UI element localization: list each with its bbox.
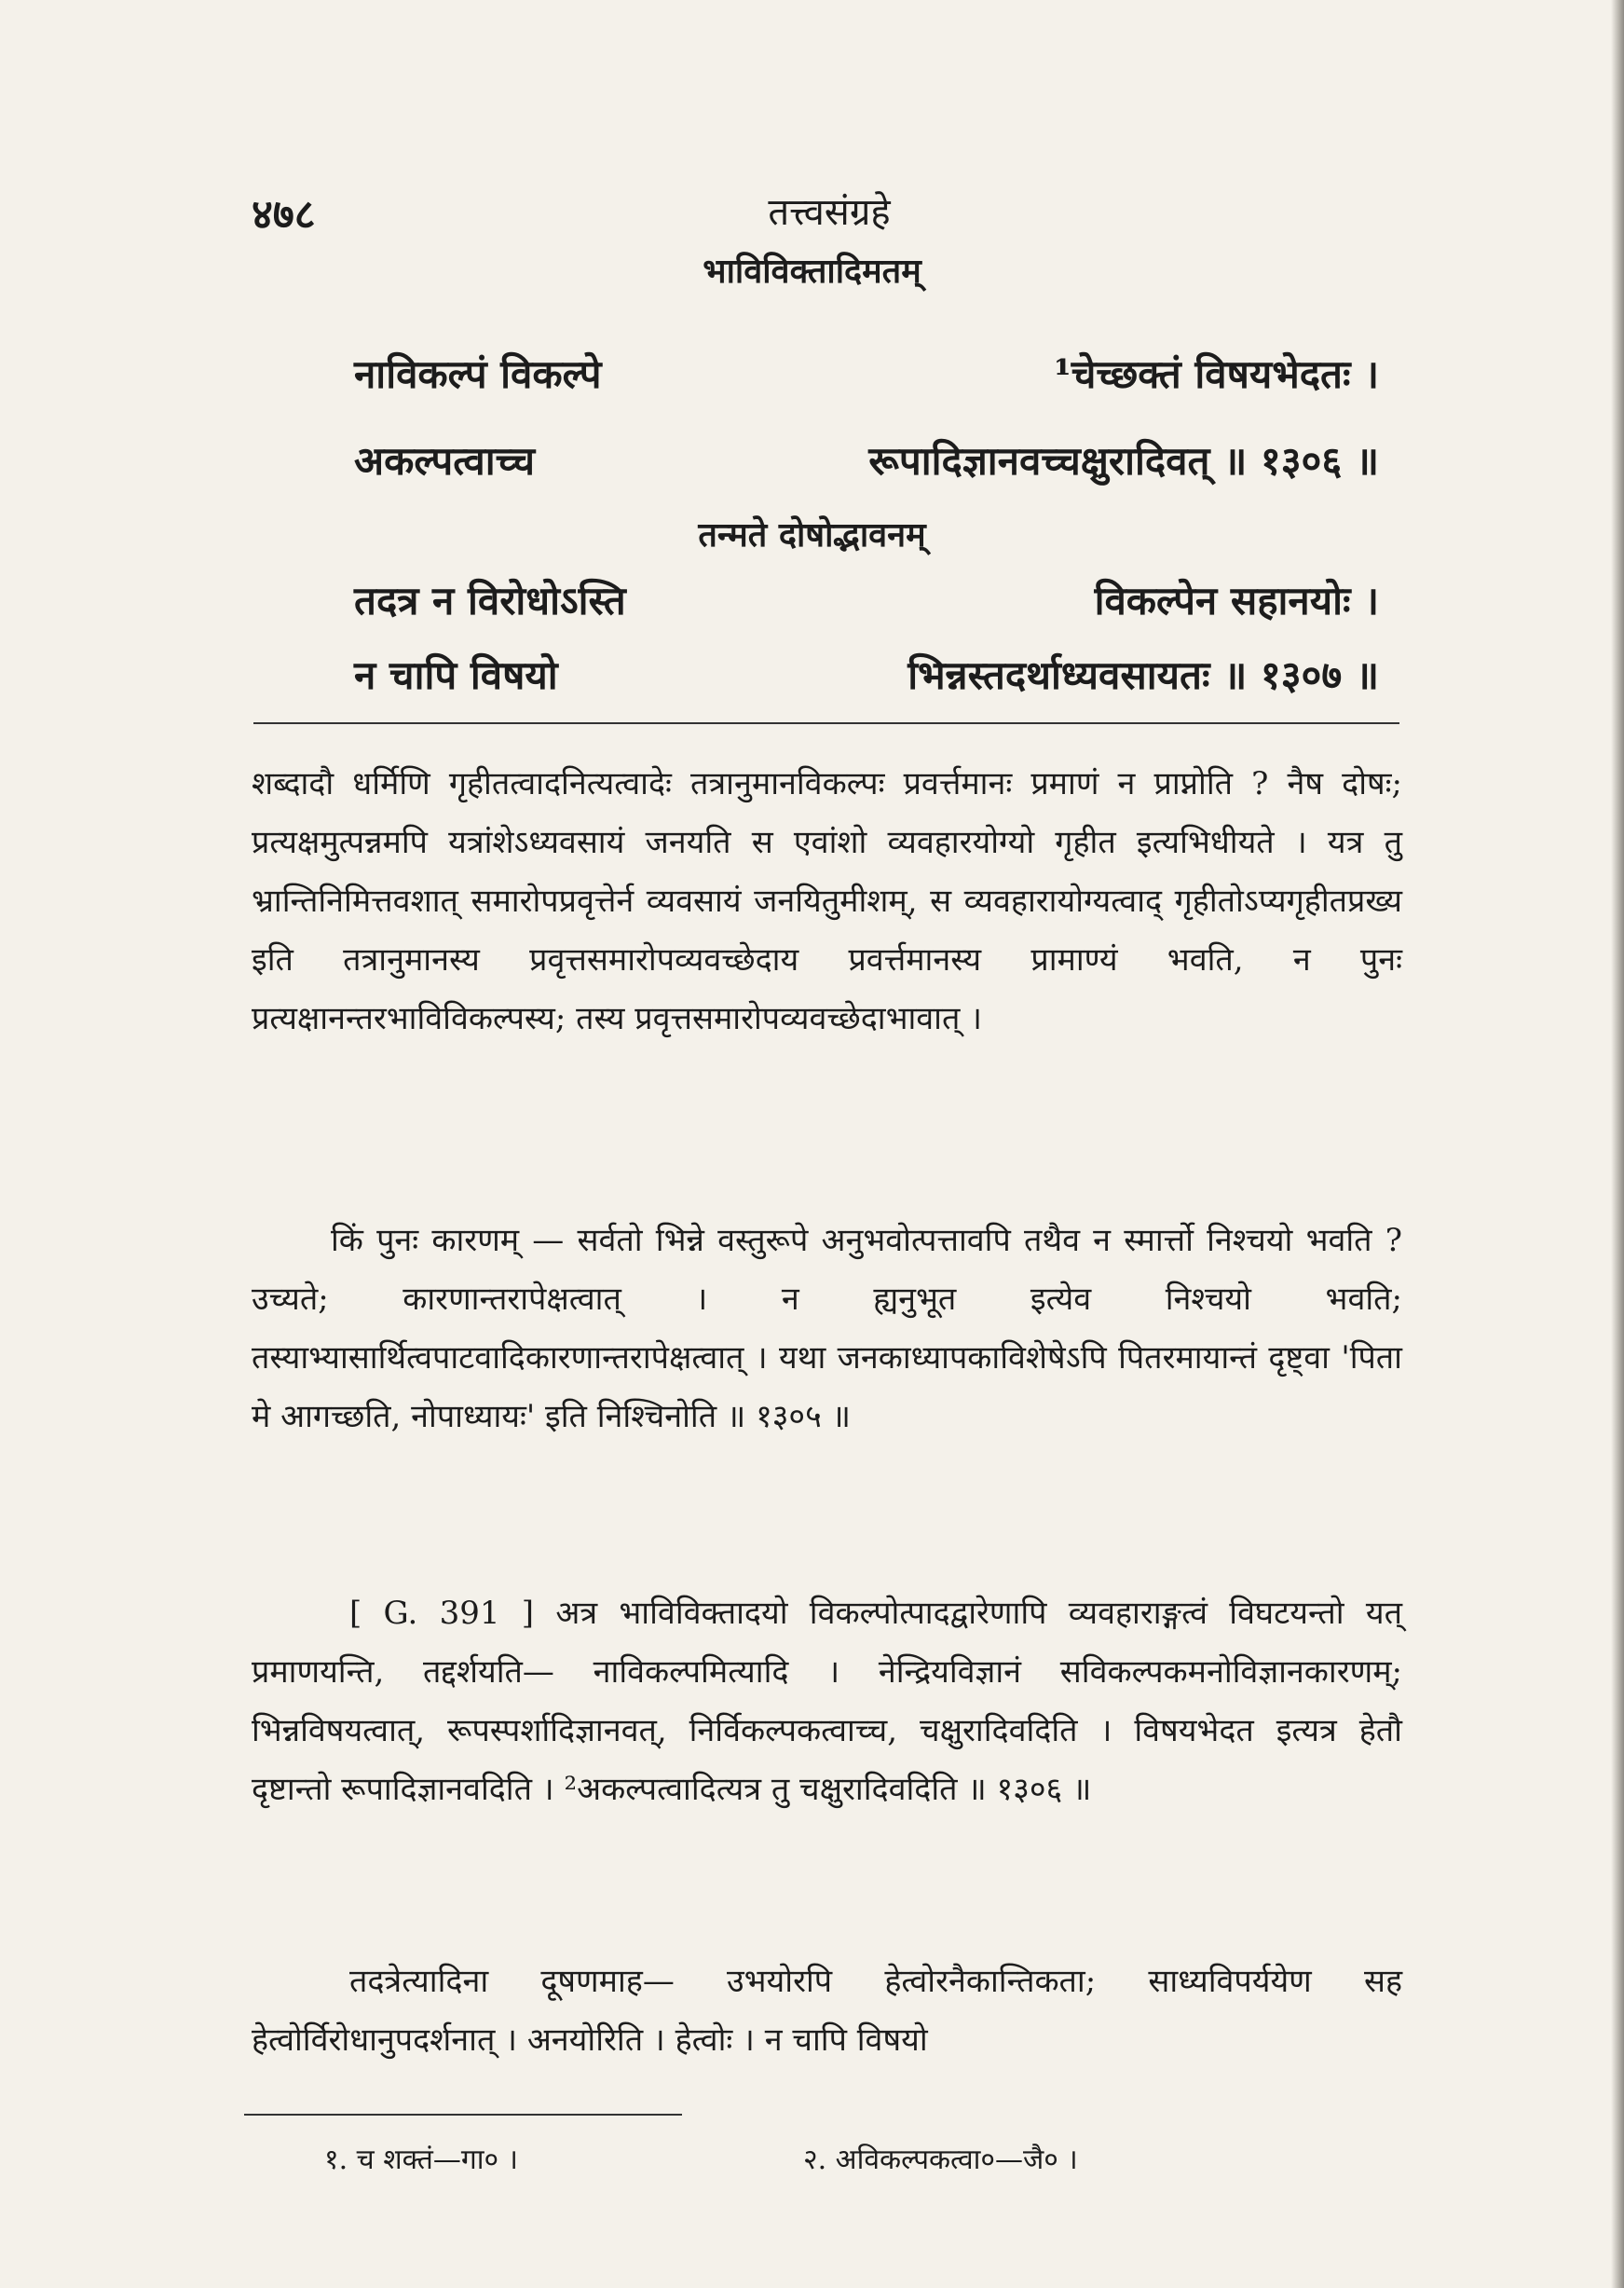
commentary-paragraph-4: तदत्रेत्यादिना दूषणमाह— उभयोरपि हेत्वोरनैकान्तिकता; साध्यविपर्ययेण सह हेत्वोर्विरोधानुपदर्शनात् । अनयोरिति । हेत्वोः । न चापि विषयो (252, 1963, 1402, 2059)
footnote-divider (244, 2114, 682, 2116)
page-number: ४७८ (252, 191, 316, 239)
footnote-1: १. च शक्तं—गा० । (324, 2144, 519, 2176)
verse-1306-line-1-part-b: ¹चेच्छक्तं विषयभेदतः । (1054, 351, 1379, 397)
verse-1307-line-2-part-a: न चापि विषयो (354, 652, 558, 698)
commentary-paragraph-1: शब्दादौ धर्मिणि गृहीतत्वादनित्यत्वादेः तत्रानुमानविकल्पः प्रवर्त्तमानः प्रमाणं न प्राप्नोति ? नैष दोषः; प्रत्यक्षमुत्पन्नमपि यत्रांशेऽध्यवसायं जनयति स एवांशो व्यवहारयोग्यो गृहीत इत्यभिधीयते । यत्र तु भ्रान्तिनिमित्तवशात् समारोपप्रवृत्तेर्न व्यवसायं जनयितुमीशम्, स व्यवहारायोग्यत्वाद् गृहीतोऽप्यगृहीतप्रख्य इति तत्रानुमानस्य प्रवृत्तसमारोपव्यवच्छेदाय प्रवर्त्तमानस्य प्रामाण्यं भवति, न पुनः प्रत्यक्षानन्तरभाविविकल्पस्य; तस्य प्रवृत्तसमारोपव्यवच्छेदाभावात् । (252, 765, 1402, 1037)
gaekwad-page-reference: [ G. 391 ] (349, 1595, 535, 1632)
verse-1306-line-2-part-a: अकल्पत्वाच्च (354, 438, 536, 484)
verse-1307-line-1 (354, 573, 1379, 629)
book-title: तत्त्वसंग्रहे (768, 191, 891, 234)
commentary-paragraph-2: किं पुनः कारणम् — सर्वतो भिन्ने वस्तुरूपे अनुभवोत्पत्तावपि तथैव न स्मार्त्तो निश्चयो भवति ? उच्यते; कारणान्तरापेक्षत्वात् । न ह्यनुभूत इत्येव निश्चयो भवति; तस्याभ्यासार्थित्वपाटवादिकारणान्तरापेक्षत्वात् । यथा जनकाध्यापकाविशेषेऽपि पितरमायान्तं दृष्ट्वा 'पिता मे आगच्छति, नोपाध्यायः' इति निश्चिनोति ॥ १३०५ ॥ (252, 1222, 1402, 1435)
commentary-paragraph-3-text: अत्र भाविविक्तादयो विकल्पोत्पादद्वारेणापि व्यवहाराङ्गत्वं विघटयन्तो यत् प्रमाणयन्ति, तद्दर्शयति— नाविकल्पमित्यादि । नेन्द्रियविज्ञानं सविकल्पकमनोविज्ञानकारणम्; भिन्नविषयत्वात्, रूपस्पर्शादिज्ञानवत्, निर्विकल्पकत्वाच्च, चक्षुरादिवदिति । विषयभेदत इत्यत्र हेतौ दृष्टान्तो रूपादिज्ञानवदिति । ²अकल्पत्वादित्यत्र तु चक्षुरादिवदिति ॥ १३०६ ॥ (252, 1595, 1402, 1808)
verse-1306-line-1-part-a: नाविकल्पं विकल्पे (354, 351, 602, 397)
page-edge-shadow (1611, 0, 1624, 2288)
verse-1306-line-2-part-b: रूपादिज्ञानवच्चक्षुरादिवत् ॥ १३०६ ॥ (868, 438, 1379, 484)
verse-divider (253, 722, 1399, 724)
verse-1306-line-1 (354, 347, 1379, 403)
verse-1306-line-2 (354, 433, 1379, 489)
verse-1307-line-2-part-b: भिन्नस्तदर्थाध्यवसायतः ॥ १३०७ ॥ (908, 652, 1379, 698)
footnote-2: २. अविकल्पकत्वा०—जै० । (803, 2144, 1078, 2176)
verse-1307-line-1-part-b: विकल्पेन सहानयोः । (1094, 578, 1379, 623)
running-header (252, 185, 1407, 240)
commentary-paragraph-3 (252, 1584, 1402, 1819)
section-heading-dosha: तन्मते दोषोद्भावनम् (698, 515, 926, 555)
verse-1307-line-2 (354, 648, 1379, 704)
verse-1307-line-1-part-a: तदत्र न विरोधोऽस्ति (354, 578, 626, 623)
section-heading-bhavivikta: भाविविक्तादिमतम् (703, 252, 921, 291)
